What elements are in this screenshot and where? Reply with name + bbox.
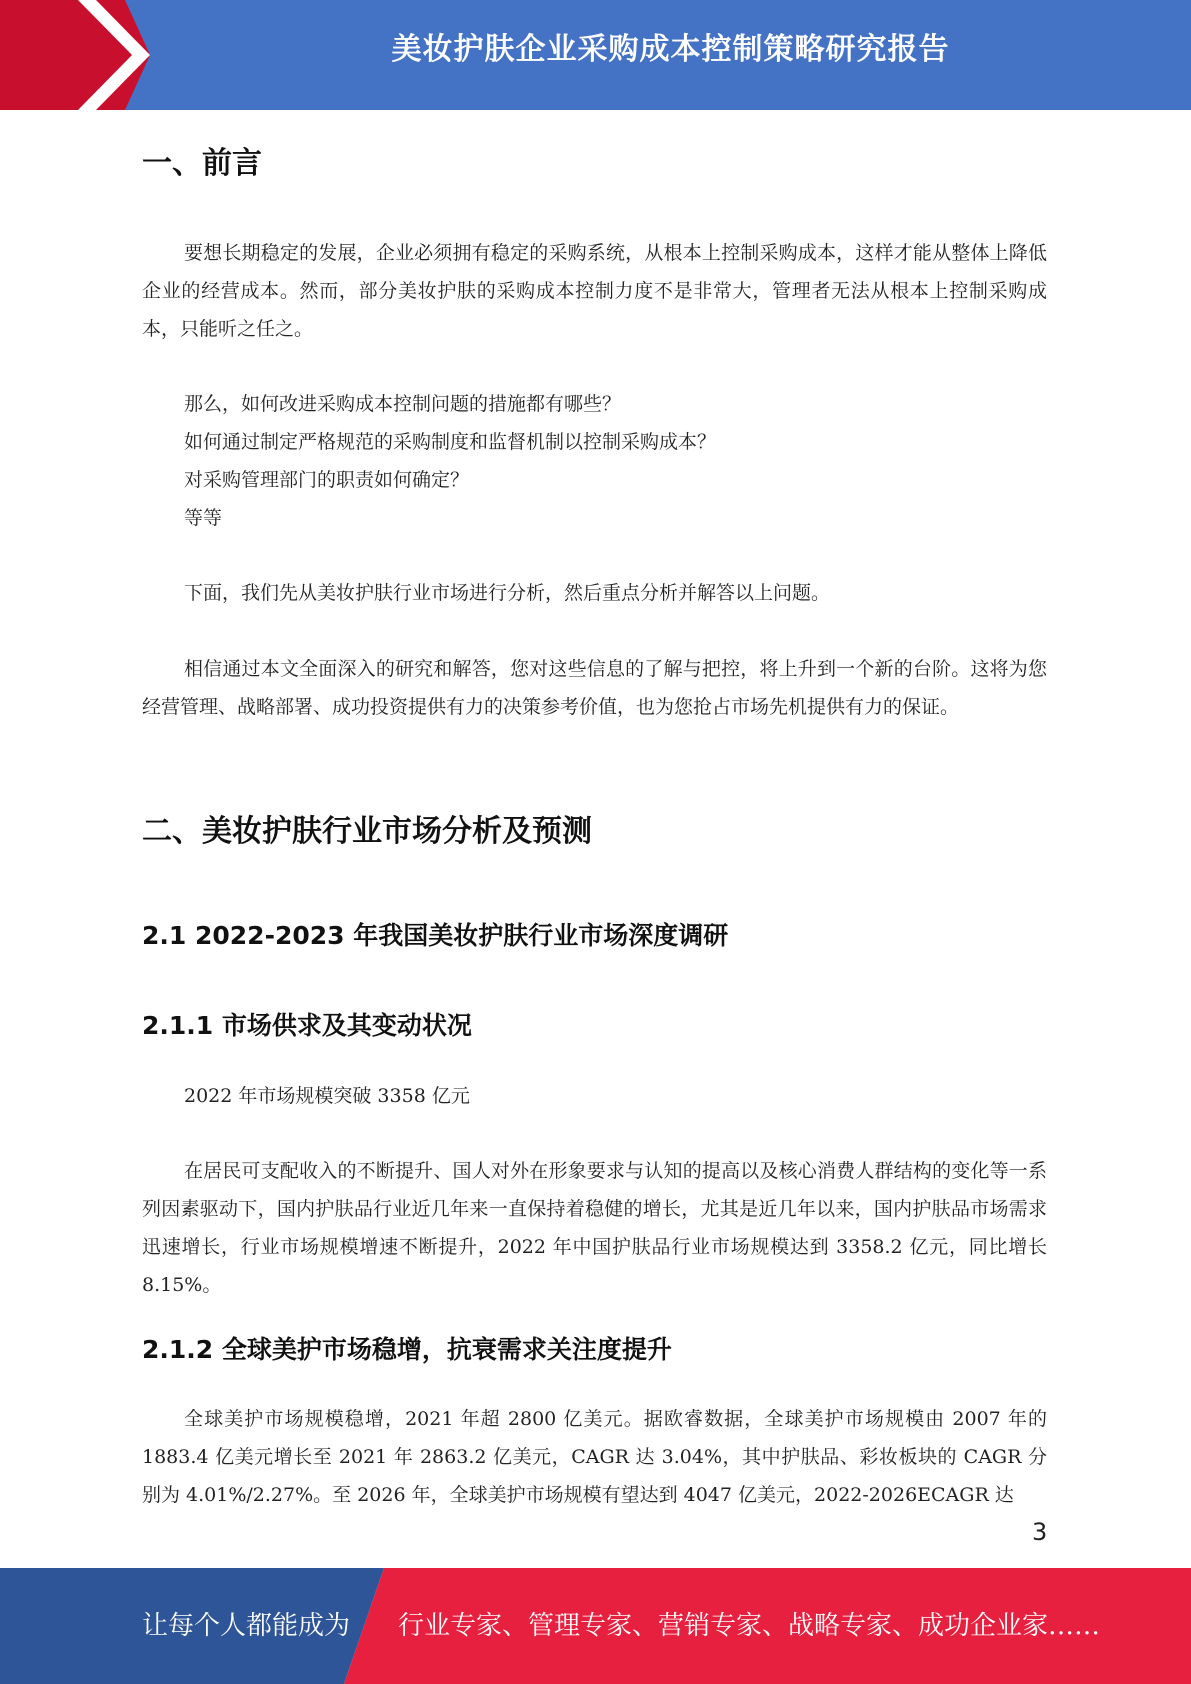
list-item: 如何通过制定严格规范的采购制度和监督机制以控制采购成本？ [184,431,717,453]
subheading-2-1-1: 2.1.1 市场供求及其变动状况 [142,1011,472,1040]
footer-band [0,1568,1191,1684]
list-item: 等等 [184,507,223,529]
intro-paragraph-2: 下面，我们先从美妆护肤行业市场进行分析，然后重点分析并解答以上问题。 [184,582,831,604]
footer-slogan-left: 让每个人都能成为 [142,1611,351,1641]
paragraph-2-1-1-lead: 2022 年市场规模突破 3358 亿元 [184,1085,470,1107]
paragraph-2-1-2-body: 全球美护市场规模稳增，2021 年超 2800 亿美元。据欧睿数据，全球美护市场规模由 2007 年的 1883.4 亿美元增长至 2021 年 2863.2 亿美元，CAGR 达 3.04%，其中护肤品、彩妆板块的 CAGR 分别为 4.01%/2.27%。至 2026 年，全球美护市场规模有望达到 4047 亿美元，2022-2026ECAGR 达 [142,1408,1047,1506]
report-title: 美妆护肤企业采购成本控制策略研究报告 [391,32,950,67]
subheading-2-1: 2.1 2022-2023 年我国美妆护肤行业市场深度调研 [142,921,729,950]
section-heading-market: 二、美妆护肤行业市场分析及预测 [142,814,592,849]
header-band [0,0,1191,110]
list-item: 对采购管理部门的职责如何确定？ [184,469,470,491]
paragraph-2-1-1-body: 在居民可支配收入的不断提升、国人对外在形象要求与认知的提高以及核心消费人群结构的变化等一系列因素驱动下，国内护肤品行业近几年来一直保持着稳健的增长，尤其是近几年以来，国内护肤品市场需求迅速增长，行业市场规模增速不断提升，2022 年中国护肤品行业市场规模达到 3358.2 亿元，同比增长 8.15%。 [142,1160,1047,1296]
section-heading-intro: 一、前言 [142,146,262,181]
intro-paragraph-1: 要想长期稳定的发展，企业必须拥有稳定的采购系统，从根本上控制采购成本，这样才能从整体上降低企业的经营成本。然而，部分美妆护肤的采购成本控制力度不是非常大，管理者无法从根本上控制采购成本，只能听之任之。 [142,242,1047,340]
page-number: 3 [1032,1518,1048,1546]
header-arrow-decoration [0,0,160,110]
list-item: 那么，如何改进采购成本控制问题的措施都有哪些？ [184,393,622,415]
question-list [184,385,716,537]
intro-paragraph-3: 相信通过本文全面深入的研究和解答，您对这些信息的了解与把控，将上升到一个新的台阶。这将为您经营管理、战略部署、成功投资提供有力的决策参考价值，也为您抢占市场先机提供有力的保证。 [142,658,1047,718]
footer-slogan-right: 行业专家、管理专家、营销专家、战略专家、成功企业家…… [398,1611,1101,1641]
subheading-2-1-2: 2.1.2 全球美护市场稳增，抗衰需求关注度提升 [142,1335,672,1364]
